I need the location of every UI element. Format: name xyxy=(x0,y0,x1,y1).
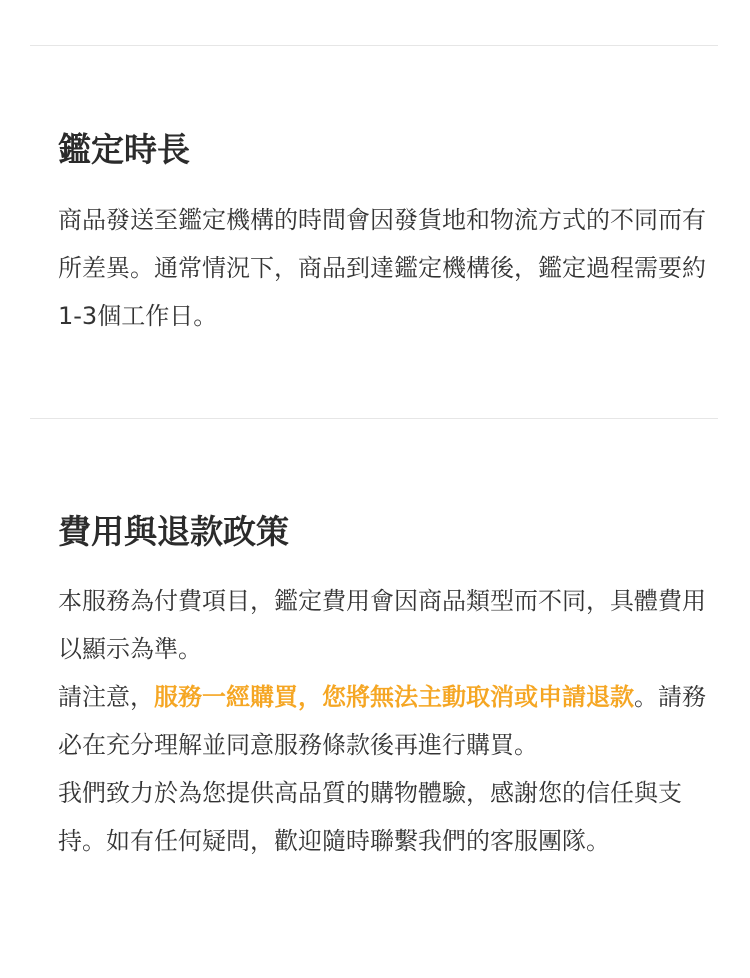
fee-description-text: 本服務為付費項目，鑑定費用會因商品類型而不同，具體費用以顯示為準。 xyxy=(58,587,706,663)
fee-refund-policy-section xyxy=(58,510,718,865)
fee-refund-policy-title: 費用與退款政策 xyxy=(58,512,289,551)
appraisal-duration-text: 商品發送至鑑定機構的時間會因發貨地和物流方式的不同而有所差異。通常情況下，商品到達鑑定機構後，鑑定過程需要約1-3個工作日。 xyxy=(58,206,706,330)
refund-notice-highlight: 服務一經購買，您將無法主動取消或申請退款 xyxy=(154,683,634,711)
refund-notice-text xyxy=(58,673,718,769)
top-divider xyxy=(30,45,718,46)
appraisal-duration-section xyxy=(58,128,718,340)
refund-notice-prefix: 請注意， xyxy=(58,683,154,711)
refund-notice-suffix: 。請務必在充分理解並同意服務條款後再進行購買。 xyxy=(58,683,706,759)
section-divider xyxy=(30,418,718,419)
appraisal-duration-title: 鑑定時長 xyxy=(58,130,190,169)
thank-you-text: 我們致力於為您提供高品質的購物體驗，感謝您的信任與支持。如有任何疑問，歡迎隨時聯繫我們的客服團隊。 xyxy=(58,779,682,855)
